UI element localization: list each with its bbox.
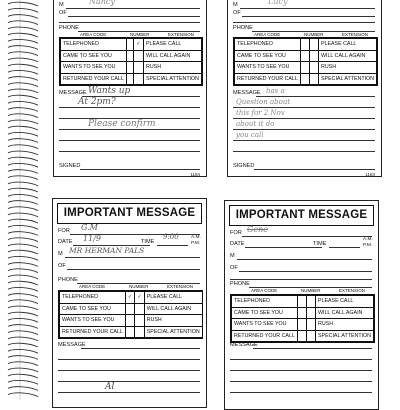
- spiral-coil: [8, 207, 38, 211]
- m-label: M: [233, 2, 238, 8]
- message-line: [256, 96, 375, 97]
- came-to-see-check[interactable]: [297, 307, 306, 319]
- signed-line: [80, 169, 200, 170]
- spiral-coil: [8, 337, 38, 341]
- m-line: [237, 259, 372, 260]
- spiral-coil: [8, 46, 38, 50]
- please-call-label: PLEASE CALL: [316, 296, 374, 308]
- returned-call-check[interactable]: [300, 73, 309, 85]
- message-handwriting-4: about it do: [236, 120, 275, 128]
- caller-name: Nancy: [89, 0, 115, 6]
- blank-line: [230, 279, 372, 280]
- spiral-coil: [8, 89, 38, 93]
- message-line: [233, 140, 375, 141]
- spiral-coil: [8, 101, 38, 105]
- m-line: [65, 257, 200, 258]
- spiral-coil: [8, 225, 38, 229]
- message-line: [58, 370, 200, 371]
- message-line: [59, 140, 200, 141]
- message-handwriting-1: Wants up: [88, 86, 131, 96]
- extension-label: EXTENSION: [339, 288, 366, 293]
- telephoned-check[interactable]: [297, 296, 306, 308]
- spiral-coil: [8, 194, 38, 198]
- wants-to-see-label: WANTS TO SEE YOU: [232, 319, 298, 331]
- will-call-check[interactable]: [306, 307, 315, 319]
- time-line: [329, 247, 360, 248]
- message-label: MESSAGE: [58, 342, 86, 348]
- options-grid: [59, 37, 203, 86]
- number-label: NUMBER: [304, 32, 324, 37]
- spiral-coil: [8, 176, 38, 180]
- phone-label: PHONE: [233, 25, 253, 31]
- area-code-label: AREA CODE: [254, 32, 281, 37]
- spiral-coil: [8, 64, 38, 68]
- spiral-coil: [8, 213, 38, 217]
- spiral-coil: [8, 145, 38, 149]
- number-label: NUMBER: [130, 32, 150, 37]
- message-line: [253, 348, 372, 349]
- spiral-coil: [8, 157, 38, 161]
- spiral-coil: [8, 170, 38, 174]
- form-title: IMPORTANT MESSAGE: [229, 205, 374, 226]
- caller-name: Lucy: [268, 0, 288, 6]
- please-call-label: PLEASE CALL: [144, 292, 202, 304]
- message-line: [233, 118, 375, 119]
- spiral-coil: [8, 300, 38, 304]
- telephoned-label: TELEPHONED: [61, 39, 127, 51]
- please-call-label: PLEASE CALL: [319, 39, 377, 51]
- spiral-coil: [8, 374, 38, 378]
- message-handwriting-2: At 2pm?: [78, 97, 116, 107]
- returned-call-label: RETURNED YOUR CALL: [235, 73, 301, 85]
- spiral-coil: [8, 83, 38, 87]
- returned-call-label: RETURNED YOUR CALL: [232, 330, 298, 342]
- time-label: TIME: [141, 239, 155, 245]
- options-grid: [230, 294, 375, 343]
- pm-label: P.M.: [363, 243, 373, 248]
- please-call-label: PLEASE CALL: [144, 39, 202, 51]
- form-title: IMPORTANT MESSAGE: [57, 203, 202, 224]
- wants-to-see-check[interactable]: [297, 319, 306, 331]
- spiral-coil: [8, 2, 38, 6]
- of-label: OF: [230, 265, 238, 271]
- for-value: Gene: [247, 225, 269, 234]
- message-line: [59, 129, 200, 130]
- message-line: [58, 392, 200, 393]
- form-number: 1184: [365, 172, 375, 177]
- spiral-coil: [8, 287, 38, 291]
- wants-to-see-label: WANTS TO SEE YOU: [235, 62, 301, 74]
- spiral-coil: [8, 368, 38, 372]
- message-line: [230, 381, 372, 382]
- message-line: [230, 359, 372, 360]
- message-slip-bottom-left: [52, 198, 207, 408]
- rush-check[interactable]: [309, 62, 318, 74]
- date-value: 11/9: [83, 234, 101, 243]
- spiral-coil: [8, 95, 38, 99]
- of-line: [239, 271, 372, 272]
- message-handwriting-2: Question about: [236, 98, 291, 106]
- date-line: [245, 247, 322, 248]
- message-line: [233, 129, 375, 130]
- will-call-label: WILL CALL AGAIN: [316, 307, 374, 319]
- spiral-binding: [0, 0, 46, 400]
- please-call-check[interactable]: ✓: [133, 39, 143, 51]
- phone-label: PHONE: [59, 25, 79, 31]
- spiral-coil: [8, 108, 38, 112]
- spiral-coil: [8, 139, 38, 143]
- spiral-coil: [8, 343, 38, 347]
- caller-name: MR HERMAN PALS: [69, 246, 145, 255]
- will-call-label: WILL CALL AGAIN: [319, 50, 377, 62]
- spiral-coil: [8, 126, 38, 130]
- signed-label: SIGNED: [59, 163, 81, 169]
- special-attention-check[interactable]: [135, 326, 144, 338]
- special-attention-label: SPECIAL ATTENTION: [319, 73, 377, 85]
- message-slip-bottom-right: [224, 200, 379, 410]
- message-line: [230, 392, 372, 393]
- special-attention-label: SPECIAL ATTENTION: [316, 330, 374, 342]
- wants-to-see-check[interactable]: [126, 62, 133, 74]
- please-call-check[interactable]: [309, 39, 318, 51]
- returned-call-check[interactable]: [125, 326, 134, 338]
- message-handwriting-3: this for 2 Nov: [236, 109, 285, 117]
- rush-check[interactable]: [135, 315, 144, 327]
- wants-to-see-label: WANTS TO SEE YOU: [61, 62, 127, 74]
- spiral-coil: [8, 349, 38, 353]
- spiral-coil: [8, 275, 38, 279]
- will-call-check[interactable]: [309, 50, 318, 62]
- returned-call-label: RETURNED YOUR CALL: [61, 73, 127, 85]
- spiral-coil: [8, 232, 38, 236]
- spiral-coil: [8, 201, 38, 205]
- spiral-coil: [8, 182, 38, 186]
- date-label: DATE: [58, 239, 73, 245]
- spiral-coil: [8, 120, 38, 124]
- spiral-coil: [8, 256, 38, 260]
- will-call-check[interactable]: [133, 50, 143, 62]
- came-to-see-label: CAME TO SEE YOU: [232, 307, 298, 319]
- spiral-coil: [8, 132, 38, 136]
- spiral-coil: [8, 52, 38, 56]
- spiral-coil: [8, 325, 38, 329]
- spiral-coil: [8, 380, 38, 384]
- of-label: OF: [59, 10, 67, 16]
- spiral-coil: [8, 393, 38, 397]
- m-label: M: [58, 251, 63, 257]
- please-call-check[interactable]: ✓: [135, 292, 144, 304]
- m-label: M: [59, 2, 64, 8]
- of-line: [68, 16, 200, 17]
- date-label: DATE: [230, 241, 245, 247]
- time-line: [157, 245, 188, 246]
- spiral-coil: [8, 27, 38, 31]
- message-handwriting-5: you call: [236, 131, 264, 139]
- of-line: [67, 269, 200, 270]
- blank-line: [59, 22, 200, 23]
- spiral-coil: [8, 312, 38, 316]
- came-to-see-check[interactable]: [126, 50, 133, 62]
- telephoned-label: TELEPHONED: [235, 39, 301, 51]
- spiral-coil: [8, 318, 38, 322]
- spiral-coil: [8, 15, 38, 19]
- spiral-coil: [8, 58, 38, 62]
- returned-call-label: RETURNED YOUR CALL: [60, 326, 126, 338]
- came-to-see-check[interactable]: [125, 303, 134, 315]
- number-label: NUMBER: [301, 288, 321, 293]
- signed-line: [254, 169, 375, 170]
- options-grid: [233, 37, 378, 86]
- message-label: MESSAGE: [230, 342, 258, 348]
- area-code-label: AREA CODE: [251, 288, 278, 293]
- telephoned-label: TELEPHONED: [232, 296, 298, 308]
- spiral-coil: [8, 244, 38, 248]
- phone-label: PHONE: [230, 281, 250, 287]
- special-attention-check[interactable]: [306, 330, 315, 342]
- signed-label: SIGNED: [233, 163, 255, 169]
- spiral-coil: [8, 306, 38, 310]
- spiral-coils: [0, 0, 46, 400]
- for-line: [242, 236, 372, 237]
- spiral-coil: [8, 294, 38, 298]
- of-label: OF: [58, 263, 66, 269]
- spiral-coil: [8, 356, 38, 360]
- spiral-coil: [8, 21, 38, 25]
- special-attention-check[interactable]: [309, 73, 318, 85]
- am-label: A.M.: [363, 237, 373, 242]
- spiral-coil: [8, 188, 38, 192]
- message-handwriting-4: Please confirm: [88, 119, 156, 129]
- spiral-coil: [8, 151, 38, 155]
- time-value: 9:00: [163, 233, 179, 241]
- rush-label: RUSH: [144, 315, 202, 327]
- form-number: 1184: [190, 172, 200, 177]
- message-handwriting-4: Al: [105, 382, 115, 392]
- time-label: TIME: [313, 241, 327, 247]
- for-value: G.M: [81, 223, 98, 232]
- message-line: [230, 370, 372, 371]
- telephoned-check[interactable]: [126, 39, 133, 51]
- spiral-coil: [8, 39, 38, 43]
- telephoned-check[interactable]: [300, 39, 309, 51]
- extension-label: EXTENSION: [167, 284, 194, 289]
- spiral-coil: [8, 269, 38, 273]
- spiral-coil: [8, 8, 38, 12]
- of-line: [242, 16, 375, 17]
- of-label: OF: [233, 10, 241, 16]
- blank-line: [233, 22, 375, 23]
- telephoned-label: TELEPHONED: [60, 292, 126, 304]
- returned-call-check[interactable]: [297, 330, 306, 342]
- message-line: [58, 359, 200, 360]
- pm-label: P.M.: [191, 241, 201, 246]
- message-slip-top-left: [53, 0, 207, 177]
- please-call-check[interactable]: [306, 296, 315, 308]
- telephoned-check[interactable]: ✓: [125, 292, 134, 304]
- wants-to-see-label: WANTS TO SEE YOU: [60, 315, 126, 327]
- spiral-coil: [8, 387, 38, 391]
- message-line: [59, 151, 200, 152]
- rush-check[interactable]: [133, 62, 143, 74]
- message-label: MESSAGE: [59, 90, 87, 96]
- wants-to-see-check[interactable]: [125, 315, 134, 327]
- m-label: M: [230, 253, 235, 259]
- rush-label: RUSH: [316, 319, 374, 331]
- spiral-coil: [8, 250, 38, 254]
- rush-label: RUSH: [144, 62, 202, 74]
- spiral-coil: [8, 263, 38, 267]
- message-line: [58, 381, 200, 382]
- message-line: [59, 107, 200, 108]
- special-attention-label: SPECIAL ATTENTION: [144, 73, 202, 85]
- extension-label: EXTENSION: [342, 32, 369, 37]
- came-to-see-label: CAME TO SEE YOU: [61, 50, 127, 62]
- came-to-see-check[interactable]: [300, 50, 309, 62]
- will-call-label: WILL CALL AGAIN: [144, 50, 202, 62]
- area-code-label: AREA CODE: [80, 32, 107, 37]
- message-slip-top-right: [227, 0, 382, 177]
- message-line: [233, 151, 375, 152]
- came-to-see-label: CAME TO SEE YOU: [60, 303, 126, 315]
- spiral-coil: [8, 238, 38, 242]
- spiral-coil: [8, 163, 38, 167]
- will-call-check[interactable]: [135, 303, 144, 315]
- wants-to-see-check[interactable]: [300, 62, 309, 74]
- spiral-coil: [8, 70, 38, 74]
- rush-label: RUSH: [319, 62, 377, 74]
- spiral-coil: [8, 362, 38, 366]
- m-line: [240, 8, 375, 9]
- for-label: FOR: [58, 228, 70, 234]
- spiral-coil: [8, 77, 38, 81]
- for-label: FOR: [230, 230, 242, 236]
- came-to-see-label: CAME TO SEE YOU: [235, 50, 301, 62]
- am-label: A.M.: [191, 235, 201, 240]
- options-grid: [58, 290, 203, 339]
- spiral-coil: [8, 114, 38, 118]
- spiral-coil: [8, 281, 38, 285]
- message-line: [233, 107, 375, 108]
- spiral-coil: [8, 219, 38, 223]
- special-attention-label: SPECIAL ATTENTION: [144, 326, 202, 338]
- spiral-coil: [8, 33, 38, 37]
- special-attention-check[interactable]: [133, 73, 143, 85]
- extension-label: EXTENSION: [168, 32, 195, 37]
- will-call-label: WILL CALL AGAIN: [144, 303, 202, 315]
- m-line: [66, 8, 200, 9]
- message-handwriting-1: has a: [266, 87, 285, 95]
- message-line: [81, 348, 200, 349]
- area-code-label: AREA CODE: [79, 284, 106, 289]
- message-label: MESSAGE: [233, 90, 261, 96]
- spiral-coil: [8, 331, 38, 335]
- number-label: NUMBER: [129, 284, 149, 289]
- phone-label: PHONE: [58, 277, 78, 283]
- rush-check[interactable]: [306, 319, 315, 331]
- returned-call-check[interactable]: [126, 73, 133, 85]
